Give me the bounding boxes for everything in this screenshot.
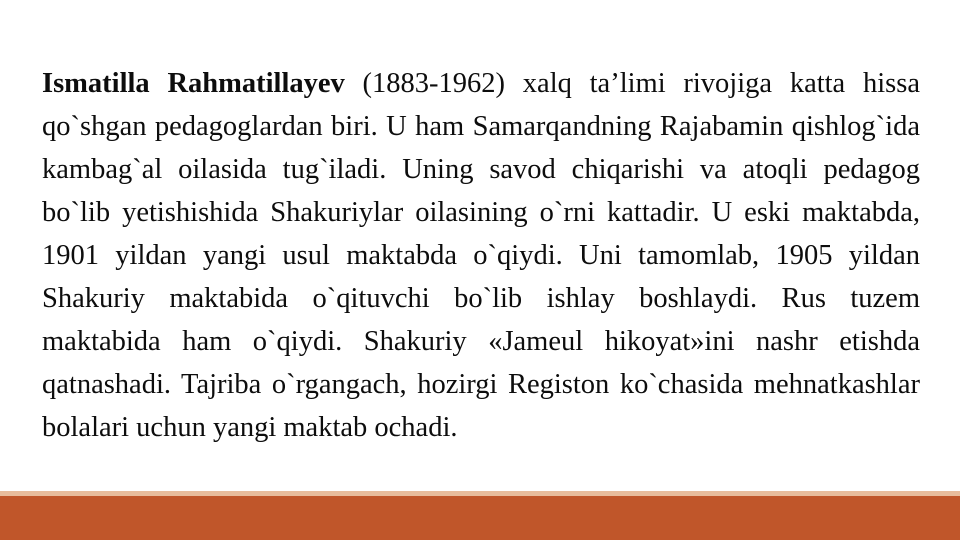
- bottom-decorative-bar: [0, 496, 960, 540]
- person-name: Ismatilla Rahmatillayev: [42, 67, 345, 99]
- biography-text: (1883-1962) xalq ta’limi rivojiga katta hissa qo`shgan pedagoglardan biri. U ham Samarqandning Rajabamin qishlog`ida kambag`al oilasida tug`iladi. Uning savod chiqarishi va atoqli pedagog bo`lib yetishishida Shakuriylar oilasining o`rni kattadir. U eski maktabda, 1901 yildan yangi usul maktabda o`qiydi. Uni tamomlab, 1905 yildan Shakuriy maktabida o`qituvchi bo`lib ishlay boshlaydi. Rus tuzem maktabida ham o`qiydi. Shakuriy «Jameul hikoyat»ini nashr etishda qatnashadi. Tajriba o`rgangach, hozirgi Registon ko`chasida mehnatkashlar bolalari uchun yangi maktab ochadi.: [42, 67, 920, 443]
- slide-body-paragraph: [42, 62, 920, 449]
